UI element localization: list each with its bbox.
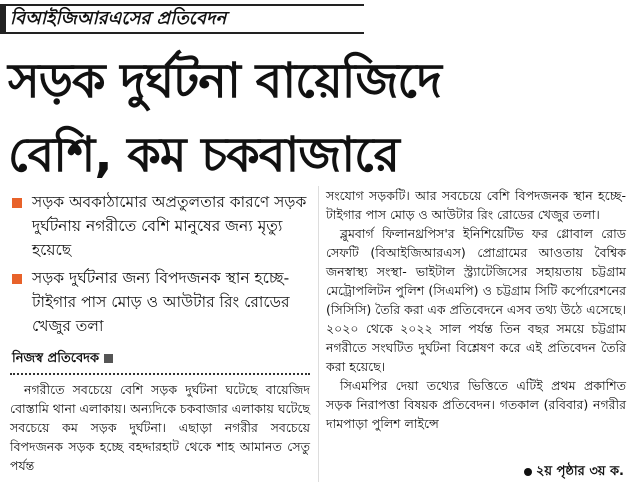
kicker: বিআইজিআরএসের প্রতিবেদন xyxy=(6,4,364,34)
paragraph: সংযোগ সড়কটি। আর সবচেয়ে বেশি বিপদজনক স্থান হচ্ছে- টাইগার পাস মোড় ও আউটার রিং রোডের খেজুর তলা। xyxy=(326,188,626,222)
square-bullet-icon xyxy=(12,274,22,284)
byline xyxy=(12,349,113,370)
headline-line-2: বেশি, কম চকবাজারে xyxy=(8,127,399,183)
bullet-dot-icon xyxy=(524,468,532,476)
continued-text: ২য় পৃষ্ঠার ৩য় ক. xyxy=(535,464,624,479)
continued-jump xyxy=(524,462,624,483)
square-bullet-icon xyxy=(12,198,22,208)
highlight-item xyxy=(10,266,310,338)
paragraph: সিএমপির দেয়া তথ্যের ভিত্তিতে এটিই প্রথম প্রকাশিত সড়ক নিরাপত্তা বিষয়ক প্রতিবেদন। গতকাল (রবিবার) নগরীর দামপাড়া পুলিশ লাইন্সে xyxy=(326,378,626,431)
highlight-text: সড়ক দুর্ঘটনার জন্য বিপদজনক স্থান হচ্ছে- টাইগার পাস মোড় ও আউটার রিং রোডের খেজুর তলা xyxy=(32,269,290,335)
highlight-item xyxy=(10,190,310,262)
paragraph: নগরীতে সবচেয়ে বেশি সড়ক দুর্ঘটনা ঘটেছে বায়েজিদ বোস্তামি থানা এলাকায়। অন্যদিকে চকবাজার এলাকায় ঘটেছে সবচেয়ে কম সড়ক দুর্ঘটনা। এছাড়া নগরীর সবচেয়ে বিপদজনক সড়ক হচ্ছে বহদ্দারহাট থেকে শাহ আমানত সেতু পর্যন্ত xyxy=(10,382,310,473)
dotted-divider xyxy=(10,373,310,375)
headline-line-1: সড়ক দুর্ঘটনা বায়েজিদে xyxy=(8,53,441,109)
article-column-right xyxy=(326,186,626,433)
column-divider xyxy=(318,186,319,482)
highlights-list xyxy=(10,190,310,342)
square-icon xyxy=(104,354,113,363)
paragraph: ব্লুমবার্গ ফিলানথ্রপিস'র ইনিশিয়েটিভ ফর গ্লোবাল রোড সেফটি (বিআইজিআরএস) প্রোগ্রামের আওতায় বৈশ্বিক জনস্বাস্থ্য সংস্থা- ভাইটাল স্ট্র্যাটেজিসের সহায়তায় চট্টগ্রাম মেট্রোপলিটন পুলিশ (সিএমপি) ও চট্টগ্রাম সিটি কর্পোরেশনের (সিসিসি) তৈরি করা এক প্রতিবেদনে এসব তথ্য উঠে এসেছে। ২০২০ থেকে ২০২২ সাল পর্যন্ত তিন বছর সময়ে চট্টগ্রাম নগরীতে সংঘটিত দুর্ঘটনা বিশ্লেষণ করে এই প্রতিবেদন তৈরি করা হয়েছে। xyxy=(326,226,626,374)
highlight-text: সড়ক অবকাঠামোর অপ্রতুলতার কারণে সড়ক দুর্ঘটনায় নগরীতে বেশি মানুষের জন্য মৃত্যু হয়েছে xyxy=(32,193,307,259)
article-column-left xyxy=(10,380,310,475)
byline-text: নিজস্ব প্রতিবেদক xyxy=(12,351,100,366)
